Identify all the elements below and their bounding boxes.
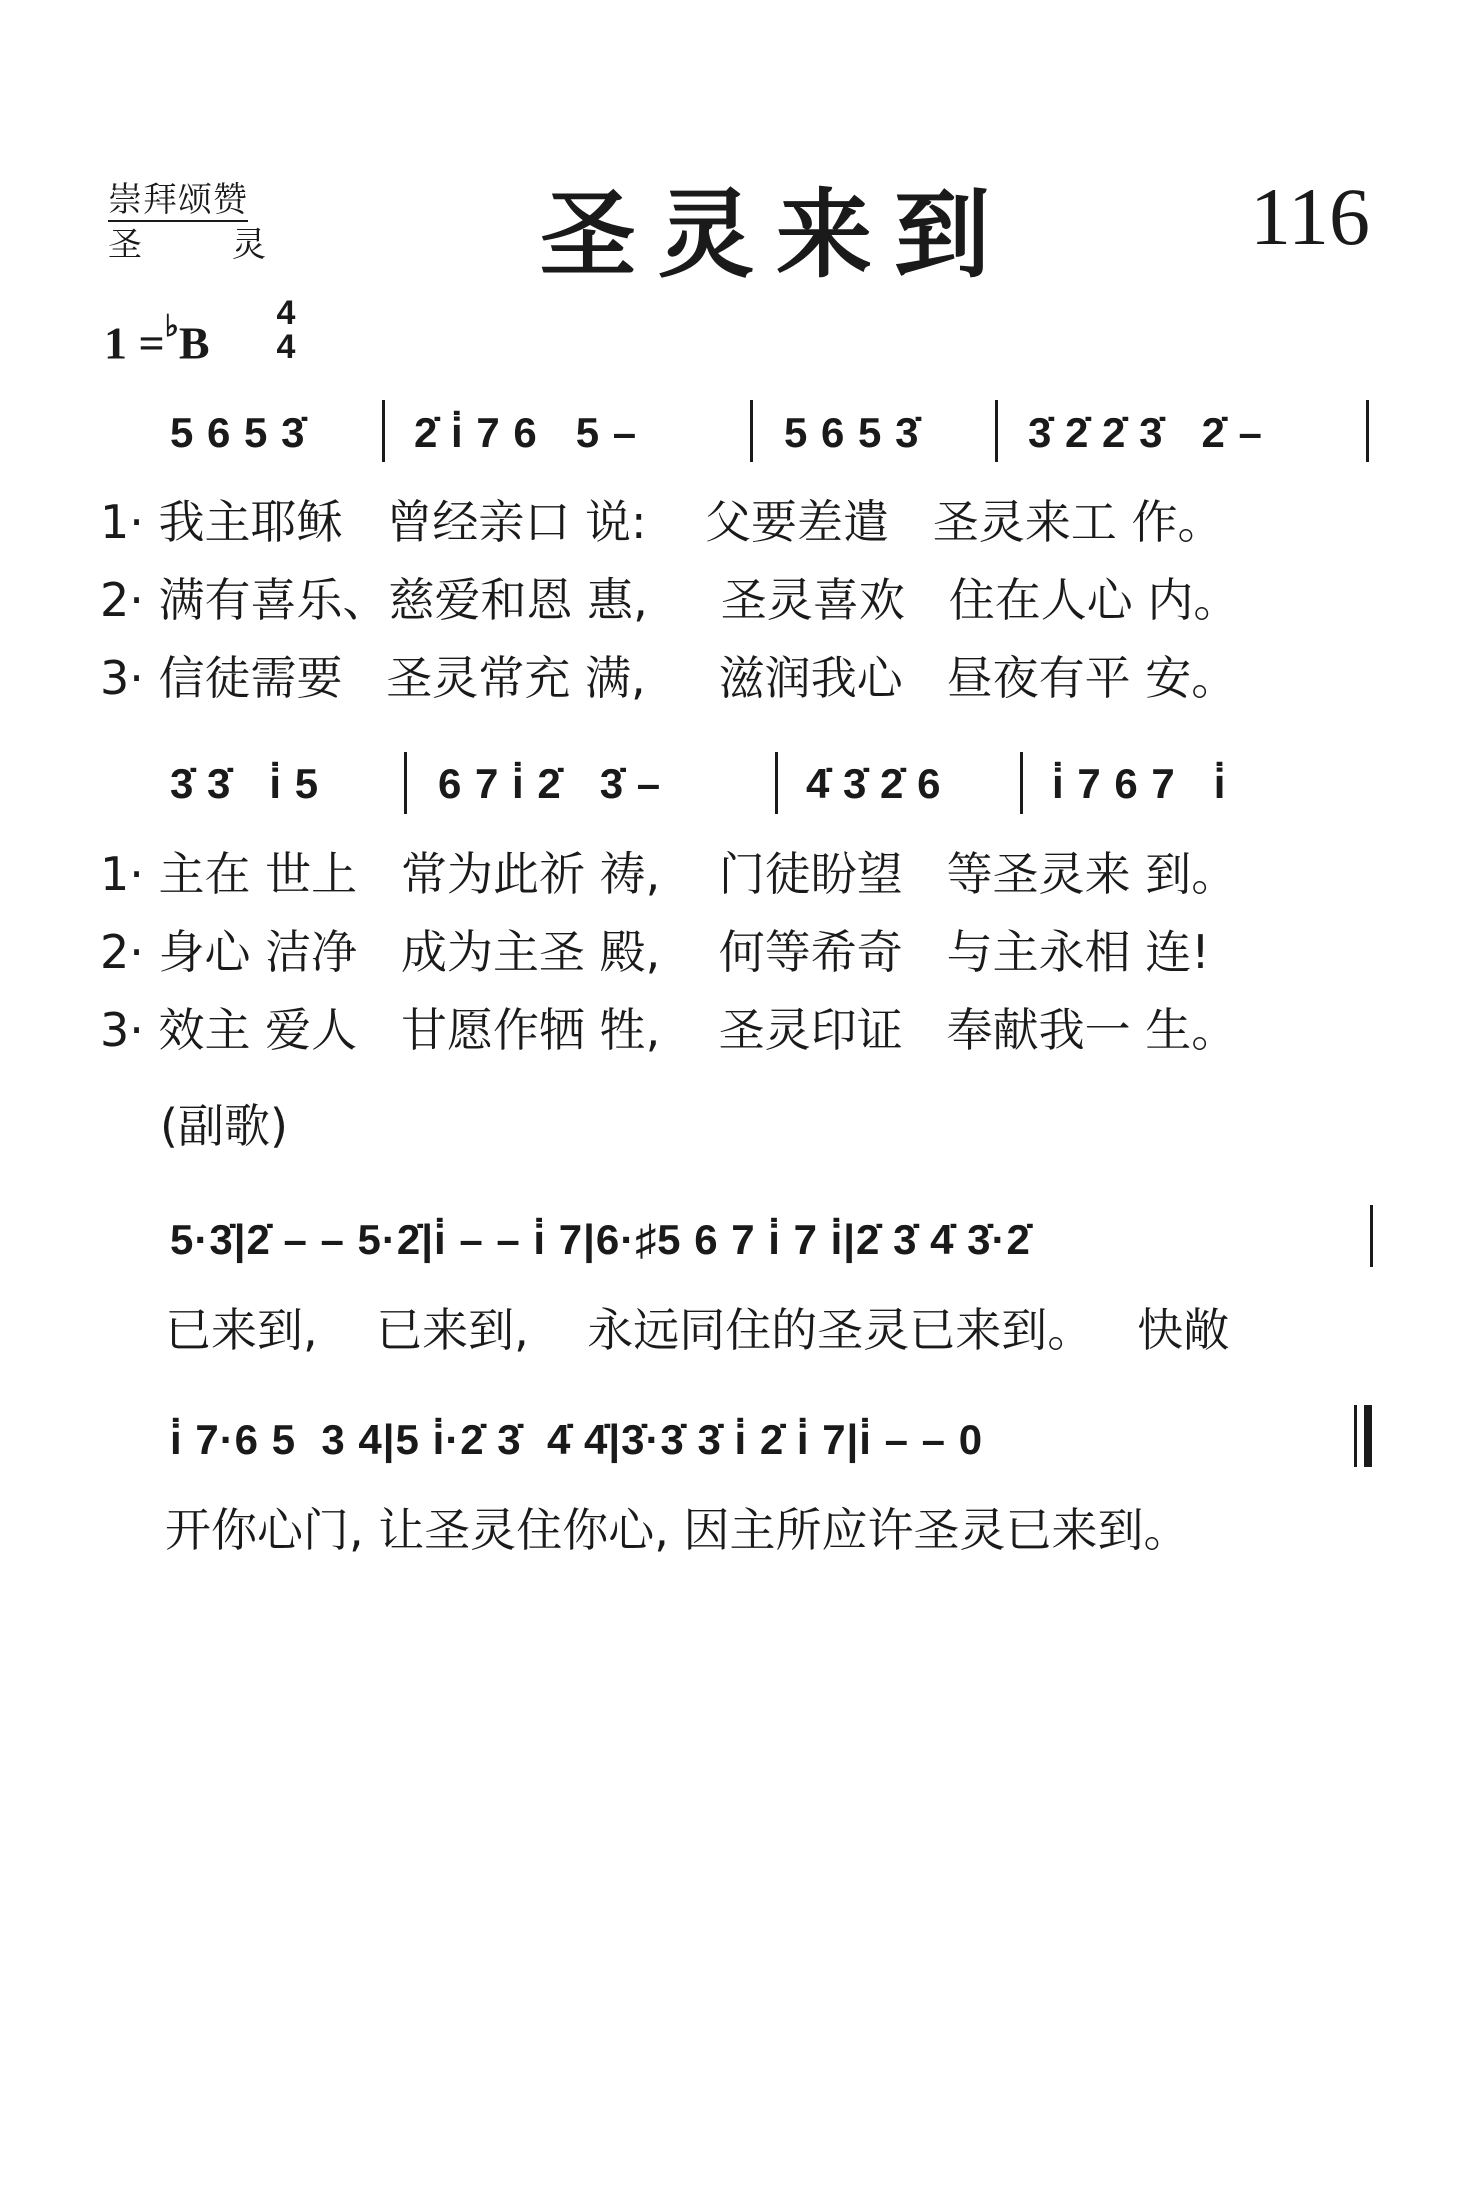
- chorus-notes-line-1: 5·3̇|2̇ – – 5·2̇|i̇ – – i̇ 7|6·♯5 6 7 i̇ 7 i̇|2̇ 3̇ 4̇ 3̇·2̇: [170, 1216, 1031, 1263]
- lyric-verse-1-line-2: 1· 主在 世上 常为此祈 祷, 门徒盼望 等圣灵来 到。: [100, 847, 1238, 901]
- time-signature-top: 4: [276, 294, 296, 332]
- chorus-notes-line-2: i̇ 7·6 5 3 4|5 i̇·2̇ 3̇ 4̇ 4̇|3̇·3̇ 3̇ i̇ 2̇ i̇ 7|i̇ – – 0: [170, 1416, 984, 1463]
- barline: [775, 752, 778, 814]
- final-barline-thin: [1354, 1405, 1357, 1467]
- notes-measure-1-3: 5 6 5 3̇: [784, 409, 920, 456]
- barline: [995, 400, 998, 462]
- key-signature: [104, 305, 210, 371]
- notes-measure-1-1: 5 6 5 3̇: [170, 409, 306, 456]
- barline: [382, 400, 385, 462]
- hymn-title: 圣灵来到: [540, 179, 1012, 291]
- key-name: B: [178, 317, 210, 369]
- notes-measure-1-4: 3̇ 2̇ 2̇ 3̇ 2̇ –: [1028, 409, 1263, 456]
- lyric-verse-2-line-2: 2· 身心 洁净 成为主圣 殿, 何等希奇 与主永相 连!: [100, 925, 1210, 979]
- hymn-number: 116: [1250, 171, 1370, 262]
- notes-measure-1-2: 2̇ i̇ 7 6 5 –: [414, 409, 638, 456]
- barline: [404, 752, 407, 814]
- notes-measure-2-2: 6 7 i̇ 2̇ 3̇ –: [438, 760, 662, 807]
- subcategory-char-2: 灵: [232, 225, 266, 265]
- notes-measure-2-4: i̇ 7 6 7 i̇: [1052, 760, 1227, 807]
- final-barline-thick: [1364, 1405, 1372, 1467]
- barline: [1020, 752, 1023, 814]
- chorus-lyrics-line-1: 已来到, 已来到, 永远同住的圣灵已来到。 快敞: [165, 1303, 1230, 1357]
- barline: [750, 400, 753, 462]
- subcategory-char-1: 圣: [108, 225, 142, 265]
- hymn-subcategory: [108, 225, 266, 265]
- lyric-verse-3-line-2: 3· 效主 爱人 甘愿作牺 牲, 圣灵印证 奉献我一 生。: [100, 1003, 1238, 1057]
- flat-sign: ♭: [164, 310, 179, 343]
- notes-measure-2-1: 3̇ 3̇ i̇ 5: [170, 760, 320, 807]
- key-prefix: 1 =: [104, 317, 165, 369]
- lyric-verse-3-line-1: 3· 信徒需要 圣灵常充 满, 滋润我心 昼夜有平 安。: [100, 651, 1238, 705]
- time-signature: [274, 296, 298, 364]
- hymn-category: 崇拜颂赞: [108, 180, 248, 220]
- time-signature-bottom: 4: [276, 328, 296, 366]
- chorus-label: (副歌): [160, 1099, 288, 1153]
- lyric-verse-2-line-1: 2· 满有喜乐、慈爱和恩 惠, 圣灵喜欢 住在人心 内。: [100, 573, 1240, 627]
- lyric-verse-1-line-1: 1· 我主耶稣 曾经亲口 说: 父要差遣 圣灵来工 作。: [100, 495, 1224, 549]
- barline: [1366, 400, 1369, 462]
- barline: [1370, 1205, 1373, 1267]
- notes-measure-2-3: 4̇ 3̇ 2̇ 6: [806, 760, 942, 807]
- chorus-lyrics-line-2: 开你心门, 让圣灵住你心, 因主所应许圣灵已来到。: [165, 1503, 1190, 1557]
